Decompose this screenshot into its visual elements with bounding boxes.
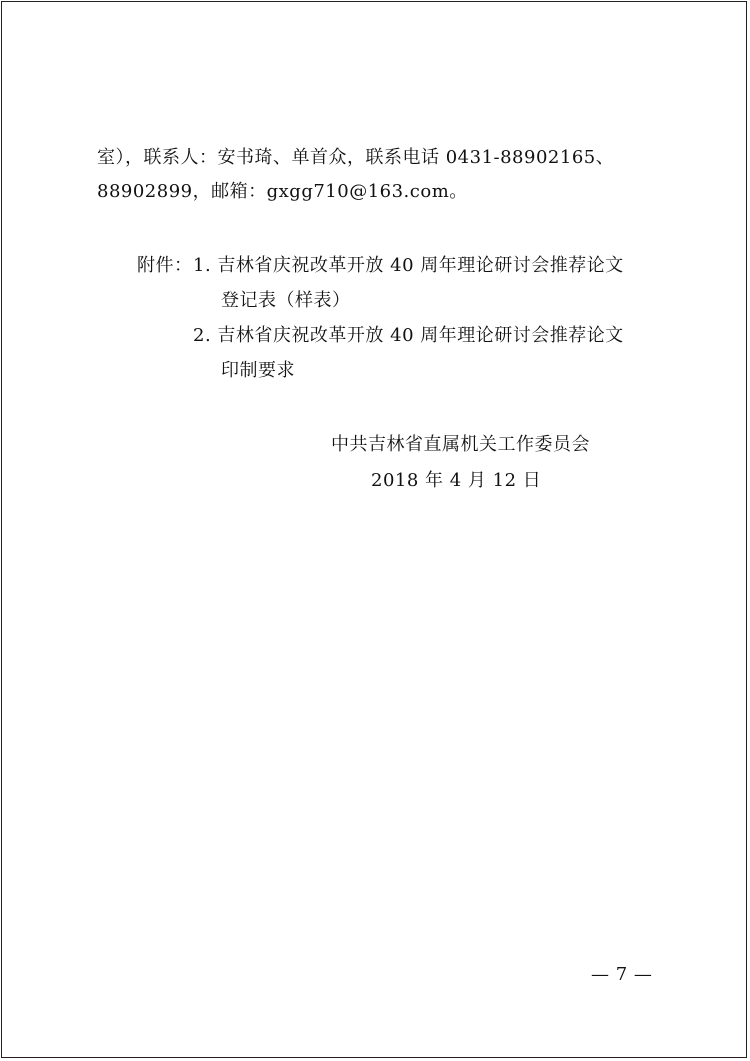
- contact-info-line: 室），联系人：安书琦、单首众，联系电话 0431-88902165、: [97, 147, 615, 168]
- contact-email-line: 88902899，邮箱：gxgg710@163.com。: [97, 181, 468, 202]
- attachments-label: 附件：: [137, 255, 193, 276]
- attachment-item-2-continuation: 印制要求: [221, 360, 295, 381]
- attachment-item-1-continuation: 登记表（样表）: [221, 290, 351, 311]
- attachment-item-1-title: 1. 吉林省庆祝改革开放 40 周年理论研讨会推荐论文: [193, 255, 624, 276]
- attachment-item-2-title: 2. 吉林省庆祝改革开放 40 周年理论研讨会推荐论文: [193, 325, 624, 346]
- page-number: — 7 —: [591, 964, 653, 985]
- issuer-name: 中共吉林省直属机关工作委员会: [331, 434, 590, 455]
- issue-date: 2018 年 4 月 12 日: [371, 470, 542, 491]
